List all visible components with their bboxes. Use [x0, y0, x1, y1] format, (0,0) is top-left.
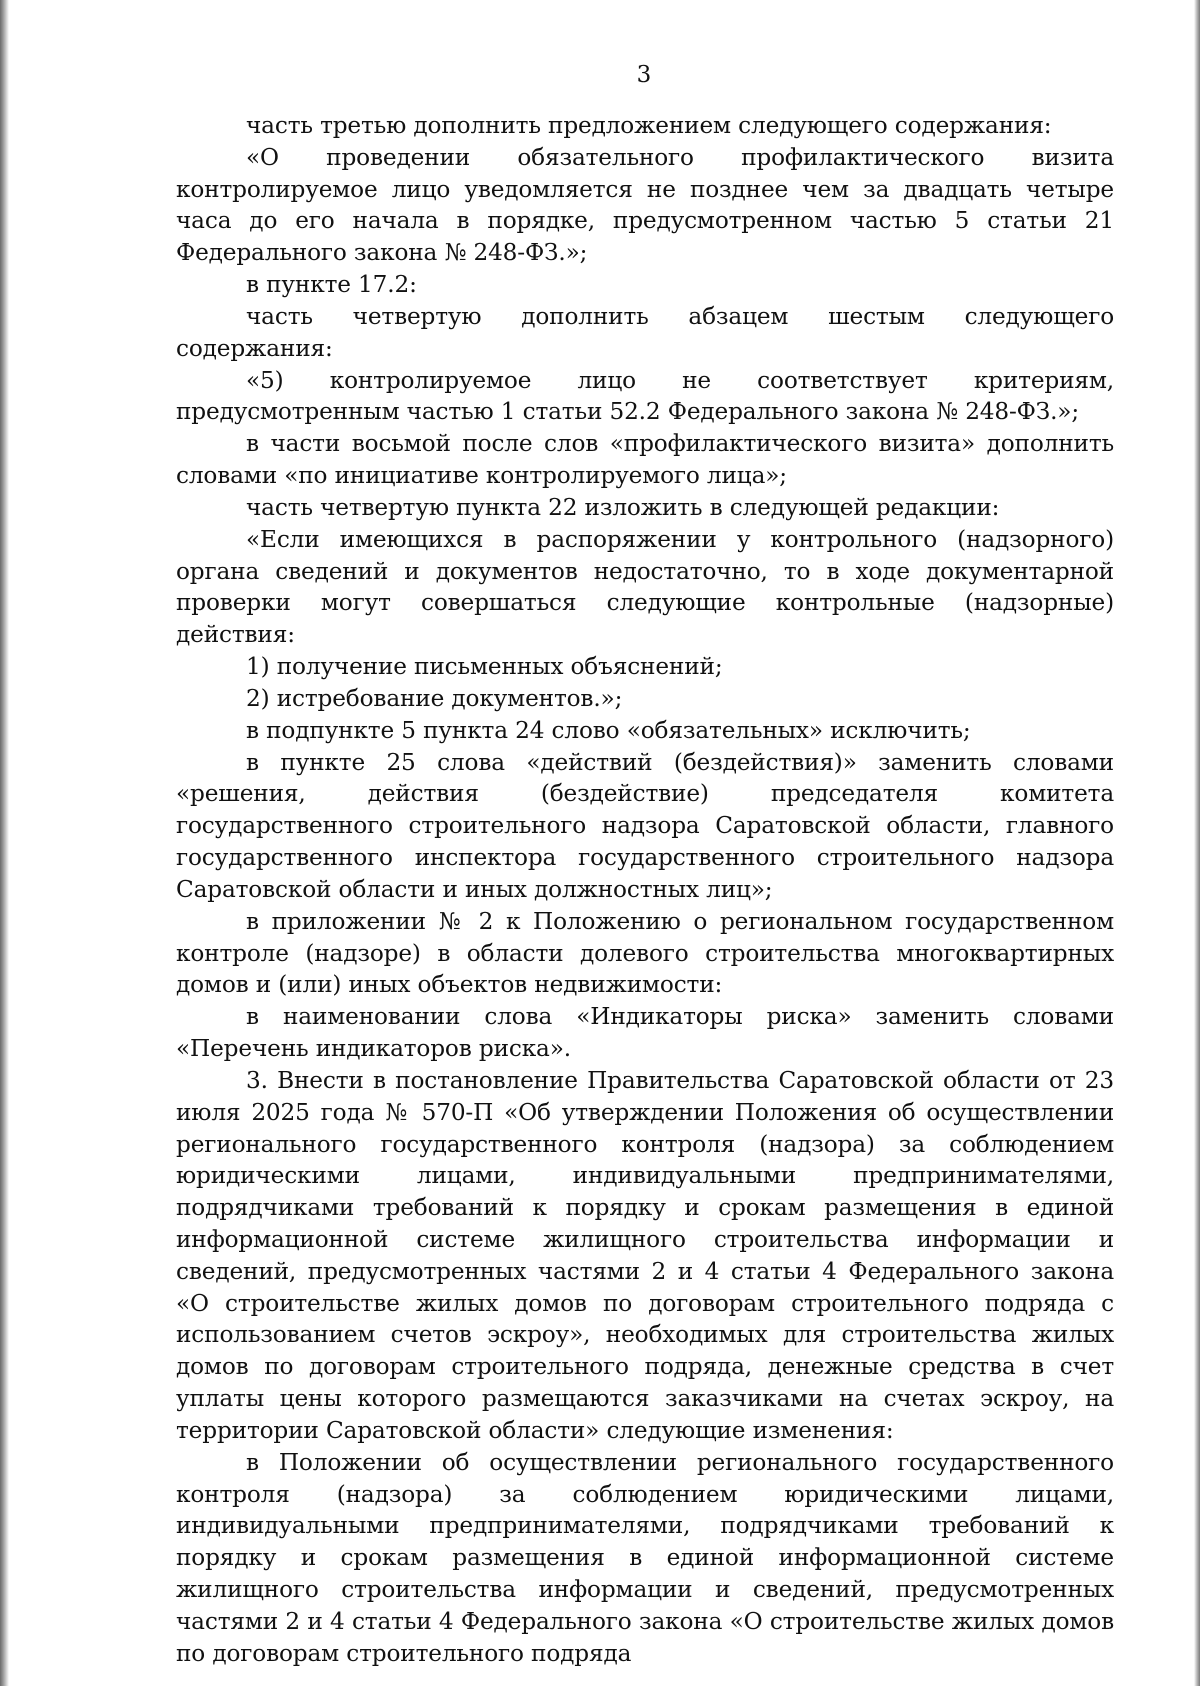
scan-edge-right [1194, 0, 1200, 1686]
paragraph: в части восьмой после слов «профилактического визита» дополнить словами «по инициативе контролируемого лица»; [176, 430, 1114, 490]
paragraph: «5) контролируемое лицо не соответствует критериям, предусмотренным частью 1 статьи 52.2 Федерального закона № 248-ФЗ.»; [176, 366, 1114, 426]
page-number: 3 [636, 62, 652, 88]
paragraph: 1) получение письменных объяснений; [246, 653, 723, 681]
paragraph: «Если имеющихся в распоряжении у контрольного (надзорного) органа сведений и документов недостаточно, то в ходе документарной проверки могут совершаться следующие контрольные (надзорные) действия: [176, 525, 1114, 649]
paragraph: 2) истребование документов.»; [246, 684, 623, 712]
paragraph: в пункте 25 слова «действий (бездействия)» заменить словами «решения, действия (бездействие) председателя комитета государственного строительного надзора Саратовской области, главного государственного инспектора государственного строительного надзора Саратовской области и иных должностных лиц»; [176, 748, 1114, 903]
paragraph: в приложении № 2 к Положению о региональном государственном контроле (надзоре) в области долевого строительства многоквартирных домов и (или) иных объектов недвижимости: [176, 907, 1114, 999]
paragraph: «О проведении обязательного профилактического визита контролируемое лицо уведомляется не позднее чем за двадцать четыре часа до его начала в порядке, предусмотренном частью 5 статьи 21 Федерального закона № 248-ФЗ.»; [176, 143, 1114, 267]
paragraph: 3. Внести в постановление Правительства Саратовской области от 23 июля 2025 года № 570-П «Об утверждении Положения об осуществлении регионального государственного контроля (надзора) за соблюдением юридическими лицами, индивидуальными предпринимателями, подрядчиками требований к порядку и срокам размещения в единой информационной системе жилищного строительства информации и сведений, предусмотренных частями 2 и 4 статьи 4 Федерального закона «О строительстве жилых домов по договорам строительного подряда с использованием счетов эскроу», необходимых для строительства жилых домов по договорам строительного подряда, денежные средства в счет уплаты цены которого размещаются заказчиками на счетах эскроу, на территории Саратовской области» следующие изменения: [176, 1066, 1114, 1444]
paragraph: в Положении об осуществлении регионального государственного контроля (надзора) за соблюдением юридическими лицами, индивидуальными предпринимателями, подрядчиками требований к порядку и срокам размещения в единой информационной системе жилищного строительства информации и сведений, предусмотренных частями 2 и 4 статьи 4 Федерального закона «О строительстве жилых домов по договорам строительного подряда [176, 1448, 1114, 1667]
document-body [176, 110, 1114, 1670]
paragraph: часть четвертую дополнить абзацем шестым следующего содержания: [176, 302, 1114, 362]
paragraph: часть четвертую пункта 22 изложить в следующей редакции: [246, 493, 1000, 521]
paragraph: в пункте 17.2: [246, 271, 417, 299]
paragraph: часть третью дополнить предложением следующего содержания: [246, 112, 1052, 139]
scan-edge-left [0, 0, 9, 1686]
paragraph: в подпункте 5 пункта 24 слово «обязательных» исключить; [246, 716, 971, 744]
paragraph: в наименовании слова «Индикаторы риска» заменить словами «Перечень индикаторов риска». [176, 1003, 1114, 1063]
